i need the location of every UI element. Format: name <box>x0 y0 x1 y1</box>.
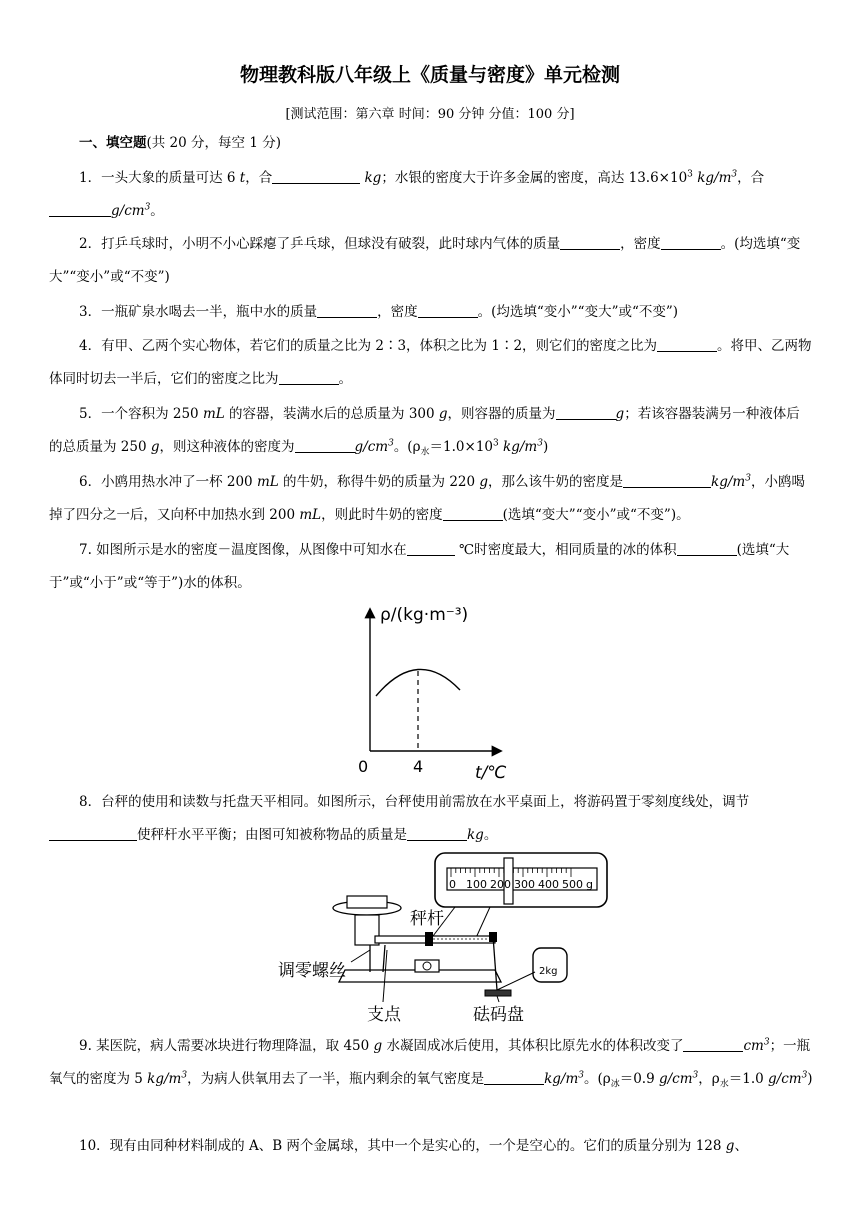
zero-screw-label: 调零螺丝 <box>278 961 346 981</box>
answer-blank[interactable] <box>49 202 111 217</box>
answer-blank[interactable] <box>556 405 616 420</box>
weight-label: 2kg <box>539 966 558 977</box>
answer-blank[interactable] <box>443 506 503 521</box>
weight-pan-label: 砝码盘 <box>473 1005 524 1025</box>
origin-label: 0 <box>358 757 369 776</box>
platform-scale-figure <box>275 850 615 1030</box>
ruler-label: 200 <box>490 878 511 891</box>
document-subtitle: [测试范围：第六章 时间：90 分钟 分值：100 分] <box>285 107 575 122</box>
ruler-label: 100 <box>466 878 487 891</box>
question-10: 10．现有由同种材料制成的 A、B 两个金属球，其中一个是实心的，一个是空心的。它们的质量分别为 128 g、 <box>79 1138 748 1154</box>
question-6: 6．小鸥用热水冲了一杯 200 mL 的牛奶，称得牛奶的质量为 220 g，那么该牛奶的密度是 $kg/m^3$，小鸥喝掉了四分之一后，又向杯中加热水到 200 mL，则此时牛奶的密度 (选填“变大”“变小”或“不变”)。 <box>49 473 805 523</box>
scale-beam <box>375 936 495 943</box>
answer-blank[interactable] <box>623 473 711 488</box>
ruler-labels <box>449 878 593 891</box>
fulcrum-label: 支点 <box>367 1005 401 1025</box>
answer-blank[interactable] <box>407 826 467 841</box>
question-4: 4．有甲、乙两个实心物体，若它们的质量之比为 2∶3，体积之比为 1∶2，则它们的密度之比为 。将甲、乙两物体同时切去一半后，它们的密度之比为 。 <box>49 338 812 387</box>
question-3: 3．一瓶矿泉水喝去一半，瓶中水的质量 ，密度 。(均选填“变小”“变大”或“不变”) <box>79 304 679 320</box>
y-axis-label: ρ/(kg·m⁻³) <box>380 605 469 625</box>
answer-blank[interactable] <box>484 1070 544 1085</box>
x-tick-label: 4 <box>413 757 424 776</box>
answer-blank[interactable] <box>279 370 339 385</box>
question-1: 1．一头大象的质量可达 6 t，合 kg；水银的密度大于许多金属的密度，高达 $13.6\times 10^3$ $kg/m^3$，合$g/cm^3$。 <box>49 162 813 228</box>
answer-blank[interactable] <box>49 826 137 841</box>
document-title: 物理教科版八年级上《质量与密度》单元检测 <box>239 64 620 86</box>
ruler-label: g <box>586 878 593 891</box>
ruler-label: 300 <box>514 878 535 891</box>
question-8: 8．台秤的使用和读数与托盘天平相同。如图所示，台秤使用前需放在水平桌面上，将游码置于零刻度线处，调节使秤杆水平平衡；由图可知被称物品的质量是 kg。 <box>49 786 813 852</box>
question-2: 2．打乒乓球时，小明不小心踩瘪了乒乓球，但球没有破裂，此时球内气体的质量 ，密度 。(均选填“变大”“变小”或“不变”) <box>49 236 801 285</box>
answer-blank[interactable] <box>407 541 455 556</box>
answer-blank[interactable] <box>272 169 360 184</box>
answer-blank[interactable] <box>683 1037 743 1052</box>
answer-blank[interactable] <box>677 541 737 556</box>
answer-blank[interactable] <box>418 303 478 318</box>
beam-label: 秤杆 <box>410 909 444 929</box>
x-axis-label: t/℃ <box>475 763 507 783</box>
section-note: (共 20 分，每空 1 分) <box>146 135 281 151</box>
density-temperature-graph <box>340 598 510 788</box>
answer-blank[interactable] <box>317 303 377 318</box>
question-9: 9. 某医院，病人需要冰块进行物理降温，取 450 g 水凝固成冰后使用，其体积比原先水的体积改变了 $cm^3$；一瓶氧气的密度为 5 $kg/m^3$，为病人供氧用去了一半，瓶内剩余的氧气密度是 $kg/m^3$。($\rho_冰=0.9$ $g/cm^3$，$\rho_水=1.0$ $g/cm^3$) <box>49 1037 813 1090</box>
answer-blank[interactable] <box>560 235 620 250</box>
answer-blank[interactable] <box>295 438 355 453</box>
answer-blank[interactable] <box>657 337 717 352</box>
ruler-label: 400 <box>538 878 559 891</box>
question-7: 7. 如图所示是水的密度－温度图像，从图像中可知水在 ℃时密度最大，相同质量的冰的体积 (选填“大于”或“小于”或“等于”)水的体积。 <box>49 542 790 591</box>
question-5: 5．一个容积为 250 mL 的容器，装满水后的总质量为 300 g，则容器的质量为 g；若该容器装满另一种液体后的总质量为 250 g，则这种液体的密度为 $g/cm^3$。($\rho_水=1.0\times 10^3$ $kg/m^3$) <box>49 406 800 458</box>
section-heading <box>79 132 281 154</box>
weight-pan <box>485 990 511 996</box>
ruler-label: 0 <box>449 878 456 891</box>
ruler-label: 500 <box>562 878 583 891</box>
section-title: 一、填空题 <box>79 135 147 151</box>
answer-blank[interactable] <box>661 235 721 250</box>
